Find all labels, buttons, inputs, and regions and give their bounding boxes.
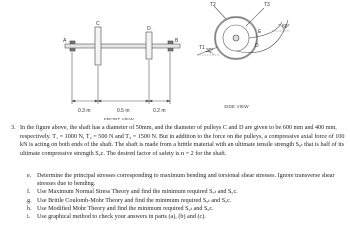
side-view-caption: SIDE VIEW: [224, 104, 249, 109]
dim-0-5m: 0.5 m: [117, 108, 130, 114]
label-c: C: [96, 21, 100, 27]
angle-30: 30°: [206, 48, 214, 54]
front-view: [65, 27, 180, 104]
part-label: g.: [27, 197, 32, 204]
dim-0-2m: 0.2 m: [153, 108, 166, 114]
side-label-e: E: [258, 29, 262, 35]
label-t3: T3: [264, 2, 270, 8]
part-text: Use graphical method to check your answers in parts (a), (b) and (c).: [37, 214, 206, 221]
label-d: D: [147, 26, 151, 32]
part-item: [27, 213, 345, 221]
shaft: [65, 44, 180, 48]
label-t2: T2: [210, 2, 216, 8]
part-text: Determine the principal stresses corresponding to maximum bending and torsional shear stresses. Ignore transverse shear stresses due to bending.: [37, 173, 335, 188]
pulley-d: [146, 32, 152, 59]
problem-text: In the figure above, the shaft has a diameter of 50mm, and the diameter of pulleys C and D are given to be 600 mm and 400 mm, respectively. T₁ = 1000 N, T₂ = 500 N and T₃ = 1500 N. But in addition to the force on the pulleys, a compressive axial force of 100 kN is acting on both ends of the shaft. The shaft is made from a brittle material with an ultimate tensile strength Sᵤₜ that is half of its ultimate compressive strength Sᵤc. The desired factor of safety is n = 2 for the shaft.: [20, 125, 345, 157]
side-label-d: D: [255, 43, 259, 49]
part-text: Use Modified Mohr Theory and find the minimum required Sᵤₜ and Sᵤc.: [37, 205, 214, 212]
part-item: [27, 205, 345, 213]
part-text: Use Maximum Normal Stress Theory and find the minimum required Sᵤₜ and Sᵤc.: [37, 189, 238, 196]
dim-0-3m: 0.3 m: [78, 108, 91, 114]
problem-number: 3.: [11, 125, 16, 131]
side-hub: [233, 35, 239, 41]
part-label: e.: [27, 173, 32, 179]
pulley-c: [95, 27, 101, 65]
part-label: h.: [27, 205, 32, 212]
label-a: A: [63, 38, 67, 44]
angle-60: 60°: [282, 24, 290, 30]
label-t1: T1: [199, 45, 205, 51]
front-view-caption: FRONT VIEW: [104, 117, 134, 120]
part-item: [27, 188, 345, 196]
part-label: i.: [27, 214, 31, 221]
part-label: f.: [27, 189, 31, 196]
part-item: [27, 197, 345, 205]
belt-t3: [246, 8, 264, 26]
problem-parts: [27, 172, 345, 221]
label-b: B: [175, 38, 179, 44]
part-item: [27, 172, 345, 188]
part-text: Use Brittle Coulomb-Mohr Theory and find the minimum required Sᵤₜ and Sᵤc.: [37, 197, 232, 204]
problem-statement: [11, 124, 345, 158]
